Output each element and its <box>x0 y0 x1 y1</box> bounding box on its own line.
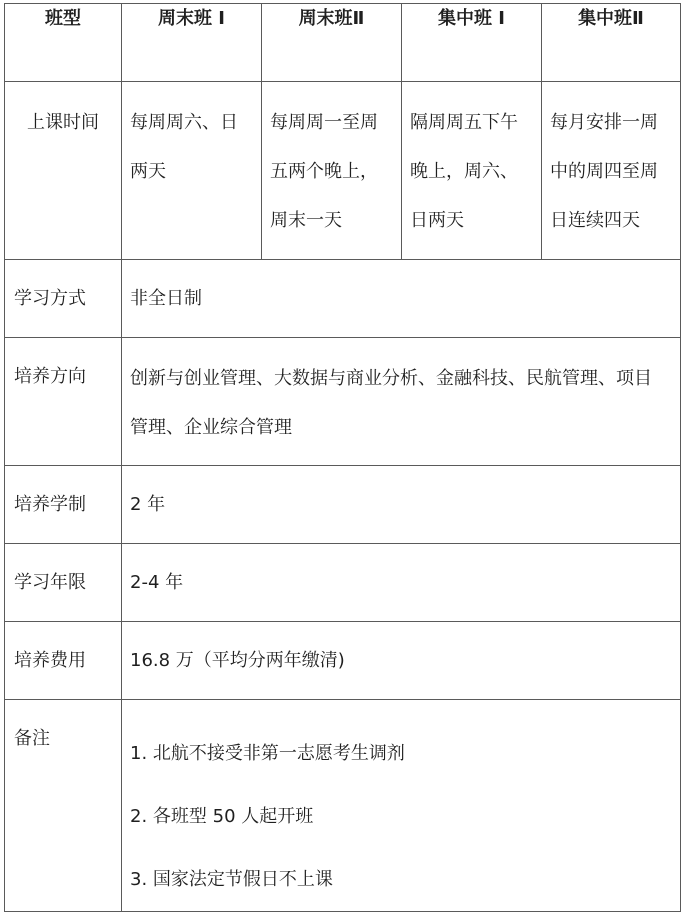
header-weekend-1: 周末班 I <box>122 4 262 82</box>
fee-row <box>5 622 681 700</box>
header-row <box>5 4 681 82</box>
notes-value-cell <box>122 700 681 912</box>
schedule-weekend-2-cell <box>262 82 402 260</box>
limit-row <box>5 544 681 622</box>
fee-value: 16.8 万（平均分两年缴清) <box>130 650 345 671</box>
study-mode-label: 学习方式 <box>14 288 86 309</box>
duration-label: 培养学制 <box>14 494 86 515</box>
notes-label: 备注 <box>14 728 50 749</box>
schedule-weekend-1-cell <box>122 82 262 260</box>
duration-value-cell <box>122 466 681 544</box>
schedule-weekend-2-line: 五两个晚上， <box>270 161 378 182</box>
limit-label: 学习年限 <box>14 572 86 593</box>
header-weekend-2: 周末班Ⅱ <box>262 4 402 82</box>
direction-label-cell <box>5 338 122 466</box>
limit-value: 2-4 年 <box>130 572 184 593</box>
direction-row <box>5 338 681 466</box>
study-mode-value: 非全日制 <box>130 288 202 309</box>
direction-value-cell <box>122 338 681 466</box>
header-class-type: 班型 <box>5 4 122 82</box>
schedule-label: 上课时间 <box>27 112 99 133</box>
study-mode-row <box>5 260 681 338</box>
study-mode-value-cell <box>122 260 681 338</box>
limit-label-cell <box>5 544 122 622</box>
schedule-weekend-1-line: 每周周六、日 <box>130 112 238 133</box>
fee-label: 培养费用 <box>14 650 86 671</box>
program-table <box>4 3 681 912</box>
direction-line: 创新与创业管理、大数据与商业分析、金融科技、民航管理、项目 <box>130 368 652 389</box>
schedule-intensive-1-line: 隔周周五下午 <box>410 112 518 133</box>
fee-value-cell <box>122 622 681 700</box>
study-mode-label-cell <box>5 260 122 338</box>
note-item: 1. 北航不接受非第一志愿考生调剂 <box>130 743 405 764</box>
note-item: 3. 国家法定节假日不上课 <box>130 869 333 890</box>
duration-label-cell <box>5 466 122 544</box>
fee-label-cell <box>5 622 122 700</box>
duration-row <box>5 466 681 544</box>
schedule-label-cell <box>5 82 122 260</box>
notes-list <box>122 700 680 911</box>
schedule-intensive-2-line: 中的周四至周 <box>550 161 658 182</box>
direction-label: 培养方向 <box>14 366 86 387</box>
schedule-intensive-2-line: 每月安排一周 <box>550 112 658 133</box>
schedule-intensive-1-cell <box>402 82 542 260</box>
notes-row <box>5 700 681 912</box>
direction-line: 管理、企业综合管理 <box>130 417 292 438</box>
schedule-intensive-2-cell <box>542 82 681 260</box>
header-intensive-2: 集中班Ⅱ <box>542 4 681 82</box>
notes-label-cell <box>5 700 122 912</box>
limit-value-cell <box>122 544 681 622</box>
schedule-row <box>5 82 681 260</box>
schedule-weekend-1-line: 两天 <box>130 161 166 182</box>
schedule-weekend-2-line: 周末一天 <box>270 210 342 231</box>
schedule-intensive-1-line: 日两天 <box>410 210 464 231</box>
schedule-intensive-1-line: 晚上，周六、 <box>410 161 518 182</box>
header-intensive-1: 集中班 I <box>402 4 542 82</box>
schedule-intensive-2-line: 日连续四天 <box>550 210 640 231</box>
duration-value: 2 年 <box>130 494 166 515</box>
schedule-weekend-2-line: 每周周一至周 <box>270 112 378 133</box>
note-item: 2. 各班型 50 人起开班 <box>130 806 314 827</box>
